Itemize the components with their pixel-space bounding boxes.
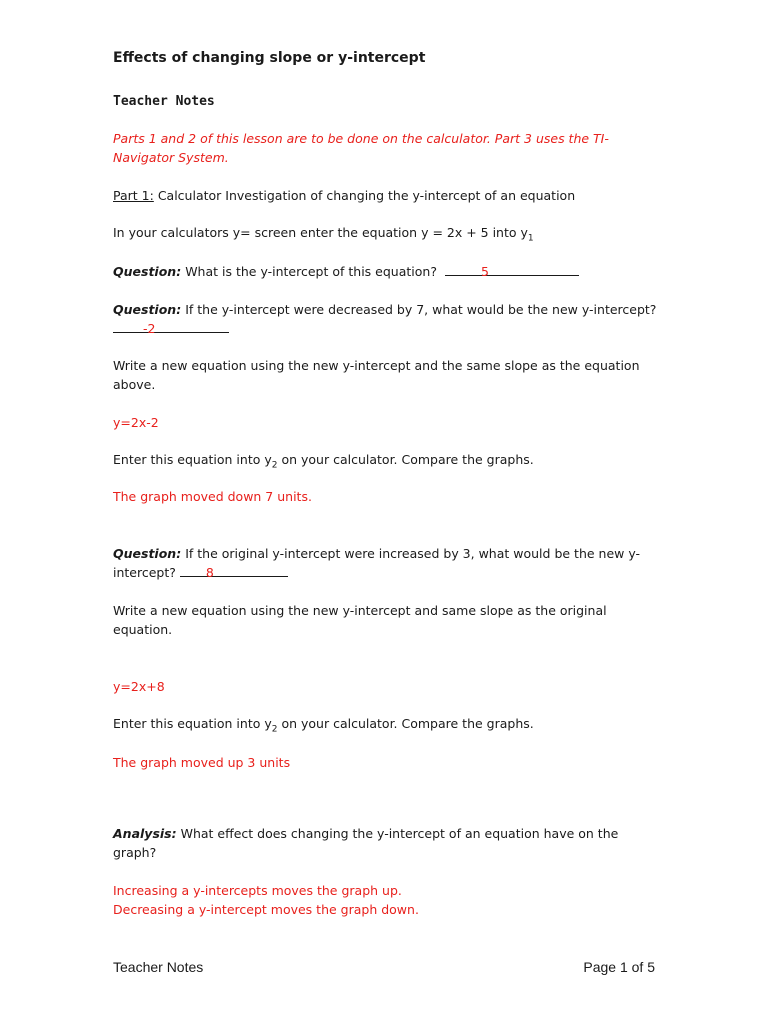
write-instruction-1: Write a new equation using the new y-intercept and the same slope as the equation above. [113, 358, 640, 392]
intro-note: Parts 1 and 2 of this lesson are to be done on the calculator. Part 3 uses the TI-Navigator System. [113, 131, 609, 165]
analysis-label: Analysis: [113, 826, 177, 841]
question-3-blank-lead [180, 563, 206, 577]
analysis-answer-2: Decreasing a y-intercept moves the graph down. [113, 902, 419, 917]
instruction-1 [113, 223, 658, 249]
answer-equation-1: y=2x-2 [113, 415, 159, 430]
instruction-1-sub: 1 [527, 233, 534, 244]
document-title: Effects of changing slope or y-intercept [113, 50, 426, 66]
question-1-text: What is the y-intercept of this equation? [185, 264, 437, 279]
part1-heading [113, 186, 658, 205]
analysis-text: What effect does changing the y-intercept of an equation have on the graph? [113, 826, 619, 860]
question-3-label: Question: [113, 546, 182, 561]
question-2-label: Question: [113, 302, 182, 317]
question-1-answer: 5 [480, 264, 489, 279]
answer-equation-2: y=2x+8 [113, 679, 165, 694]
question-1-blank-lead [445, 262, 481, 276]
question-3-blank-trail [214, 563, 288, 577]
question-3 [113, 544, 658, 582]
enter-2-sub: 2 [271, 724, 278, 735]
write-instruction-2: Write a new equation using the new y-intercept and same slope as the original equation. [113, 603, 607, 637]
part1-text: Calculator Investigation of changing the y-intercept of an equation [157, 188, 576, 203]
enter-instruction-2 [113, 714, 658, 740]
footer-left: Teacher Notes [113, 959, 204, 975]
question-2-blank-trail [155, 319, 229, 333]
question-2-blank-lead [113, 319, 143, 333]
enter-2-before: Enter this equation into y [113, 716, 272, 731]
footer-page-number: Page 1 of 5 [583, 959, 655, 975]
enter-2-after: on your calculator. Compare the graphs. [277, 716, 534, 731]
question-2-answer: -2 [143, 321, 156, 336]
result-1: The graph moved down 7 units. [113, 489, 312, 504]
question-3-answer: 8 [205, 565, 214, 580]
analysis-answer [113, 881, 658, 919]
question-1-blank-trail [489, 262, 579, 276]
question-3-text: If the original y-intercept were increased by 3, what would be the new y-intercept? [113, 546, 641, 580]
part1-label: Part 1: [113, 188, 154, 203]
enter-1-after: on your calculator. Compare the graphs. [277, 452, 534, 467]
instruction-1-text: In your calculators y= screen enter the equation y = 2x + 5 into y [113, 225, 528, 240]
enter-1-before: Enter this equation into y [113, 452, 272, 467]
enter-instruction-1 [113, 450, 658, 476]
question-2 [113, 300, 658, 338]
result-2: The graph moved up 3 units [113, 755, 291, 770]
analysis-answer-1: Increasing a y-intercepts moves the graph up. [113, 883, 402, 898]
document-subtitle: Teacher Notes [113, 94, 215, 109]
question-1 [113, 262, 658, 281]
enter-1-sub: 2 [271, 460, 278, 471]
question-1-label: Question: [113, 264, 182, 279]
question-2-text: If the y-intercept were decreased by 7, what would be the new y-intercept? [185, 302, 657, 317]
analysis-question [113, 824, 658, 862]
